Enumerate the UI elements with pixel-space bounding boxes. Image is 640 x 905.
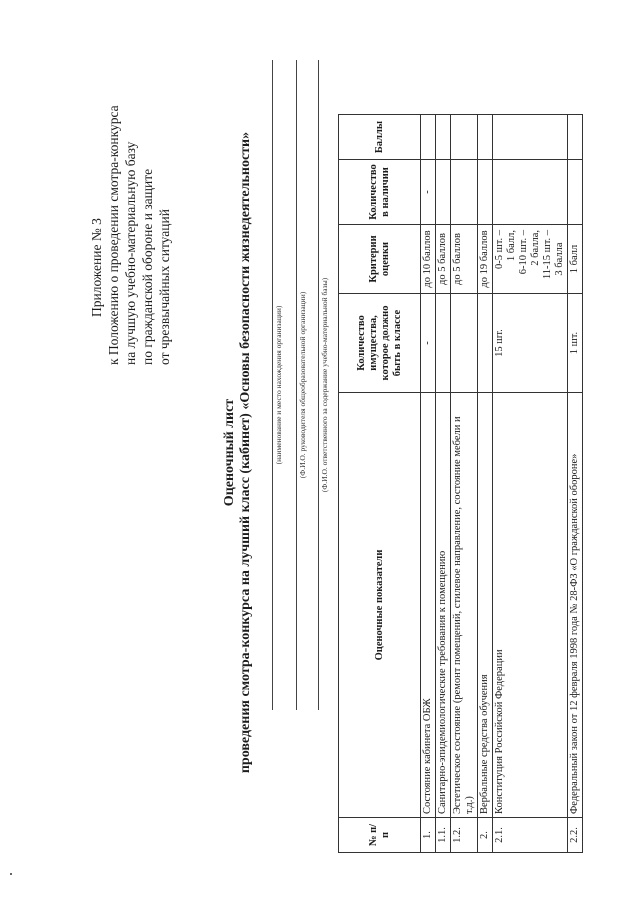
evaluation-table bbox=[338, 114, 583, 853]
row-indicator: Конституция Российской Федерации bbox=[493, 393, 568, 818]
row-criteria: до 5 баллов bbox=[451, 225, 478, 294]
row-criteria: до 5 баллов bbox=[436, 225, 451, 294]
row-number: 2.1. bbox=[493, 818, 568, 853]
header-quantity: Количество имущества, которое должно быть в классе bbox=[339, 294, 421, 393]
appendix-title: Приложение № 3 bbox=[89, 218, 104, 317]
row-quantity: 1 шт. bbox=[568, 294, 583, 393]
row-criteria: до 19 баллов bbox=[478, 225, 493, 294]
row-indicator: Федеральный закон от 12 февраля 1998 года № 28-ФЗ «О гражданской обороне» bbox=[568, 393, 583, 818]
table-row bbox=[451, 115, 478, 853]
row-score bbox=[478, 115, 493, 160]
row-score bbox=[451, 115, 478, 160]
row-quantity: - bbox=[421, 294, 436, 393]
appendix-line: по гражданской обороне и защите bbox=[140, 168, 155, 365]
row-score bbox=[436, 115, 451, 160]
director-fill-line bbox=[296, 60, 297, 710]
row-indicator: Состояние кабинета ОБЖ bbox=[421, 393, 436, 818]
row-number: 1. bbox=[421, 818, 436, 853]
criteria-line: 2 балла, bbox=[530, 230, 541, 266]
row-criteria: 1 балл bbox=[568, 225, 583, 294]
row-criteria-scale bbox=[493, 225, 568, 294]
table-row bbox=[421, 115, 436, 853]
organization-caption: (наименование и место нахождения организации) bbox=[274, 305, 283, 465]
row-number: 2. bbox=[478, 818, 493, 853]
row-quantity bbox=[436, 294, 451, 393]
header-indicator: Оценочные показатели bbox=[339, 393, 421, 818]
row-number: 1.2. bbox=[451, 818, 478, 853]
row-indicator: Эстетическое состояние (ремонт помещений, стилевое направление, состояние мебели и т.д.) bbox=[451, 393, 478, 818]
criteria-line: 11-15 шт. – bbox=[542, 230, 553, 280]
organization-fill-line bbox=[272, 60, 273, 710]
row-score bbox=[568, 115, 583, 160]
table-row bbox=[568, 115, 583, 853]
row-available bbox=[451, 160, 478, 225]
responsible-fill-line bbox=[318, 60, 319, 710]
criteria-line: 0-5 шт. – bbox=[494, 230, 505, 270]
row-score bbox=[493, 115, 568, 160]
document-subtitle: проведения смотра-конкурса на лучший класс (кабинет) «Основы безопасности жизнедеятельности» bbox=[238, 131, 253, 774]
row-quantity bbox=[451, 294, 478, 393]
row-quantity bbox=[478, 294, 493, 393]
row-criteria: до 10 баллов bbox=[421, 225, 436, 294]
header-score: Баллы bbox=[339, 115, 421, 160]
row-quantity: 15 шт. bbox=[493, 294, 568, 393]
table-row bbox=[436, 115, 451, 853]
criteria-line: 3 балла bbox=[554, 242, 565, 276]
row-available: - bbox=[421, 160, 436, 225]
director-caption: (Ф.И.О. руководителя общеобразовательной организации) bbox=[298, 291, 307, 479]
row-available bbox=[436, 160, 451, 225]
header-available: Количество в наличии bbox=[339, 160, 421, 225]
row-score bbox=[421, 115, 436, 160]
row-available bbox=[493, 160, 568, 225]
appendix-line: на лучшую учебно-материальную базу bbox=[123, 141, 138, 365]
table-header-row bbox=[339, 115, 421, 853]
row-indicator: Вербальные средства обучения bbox=[478, 393, 493, 818]
row-available bbox=[478, 160, 493, 225]
row-available bbox=[568, 160, 583, 225]
appendix-line: к Положению о проведении смотра-конкурса bbox=[106, 105, 121, 365]
responsible-caption: (Ф.И.О. ответственного за содержание учебно-материальной базы) bbox=[320, 277, 329, 493]
row-number: 2.2. bbox=[568, 818, 583, 853]
row-indicator: Санитарно-эпидемиологические требования к помещению bbox=[436, 393, 451, 818]
document-title: Оценочный лист bbox=[222, 398, 237, 507]
row-number: 1.1. bbox=[436, 818, 451, 853]
header-criteria: Критерии оценки bbox=[339, 225, 421, 294]
table-row bbox=[478, 115, 493, 853]
scan-speck bbox=[10, 873, 12, 875]
header-number: № п/п bbox=[339, 818, 421, 853]
appendix-line: от чрезвычайных ситуаций bbox=[157, 209, 172, 365]
criteria-line: 6-10 шт. – bbox=[518, 230, 529, 275]
appendix-block bbox=[88, 45, 173, 365]
table-row bbox=[493, 115, 568, 853]
criteria-line: 1 балл, bbox=[506, 230, 517, 262]
